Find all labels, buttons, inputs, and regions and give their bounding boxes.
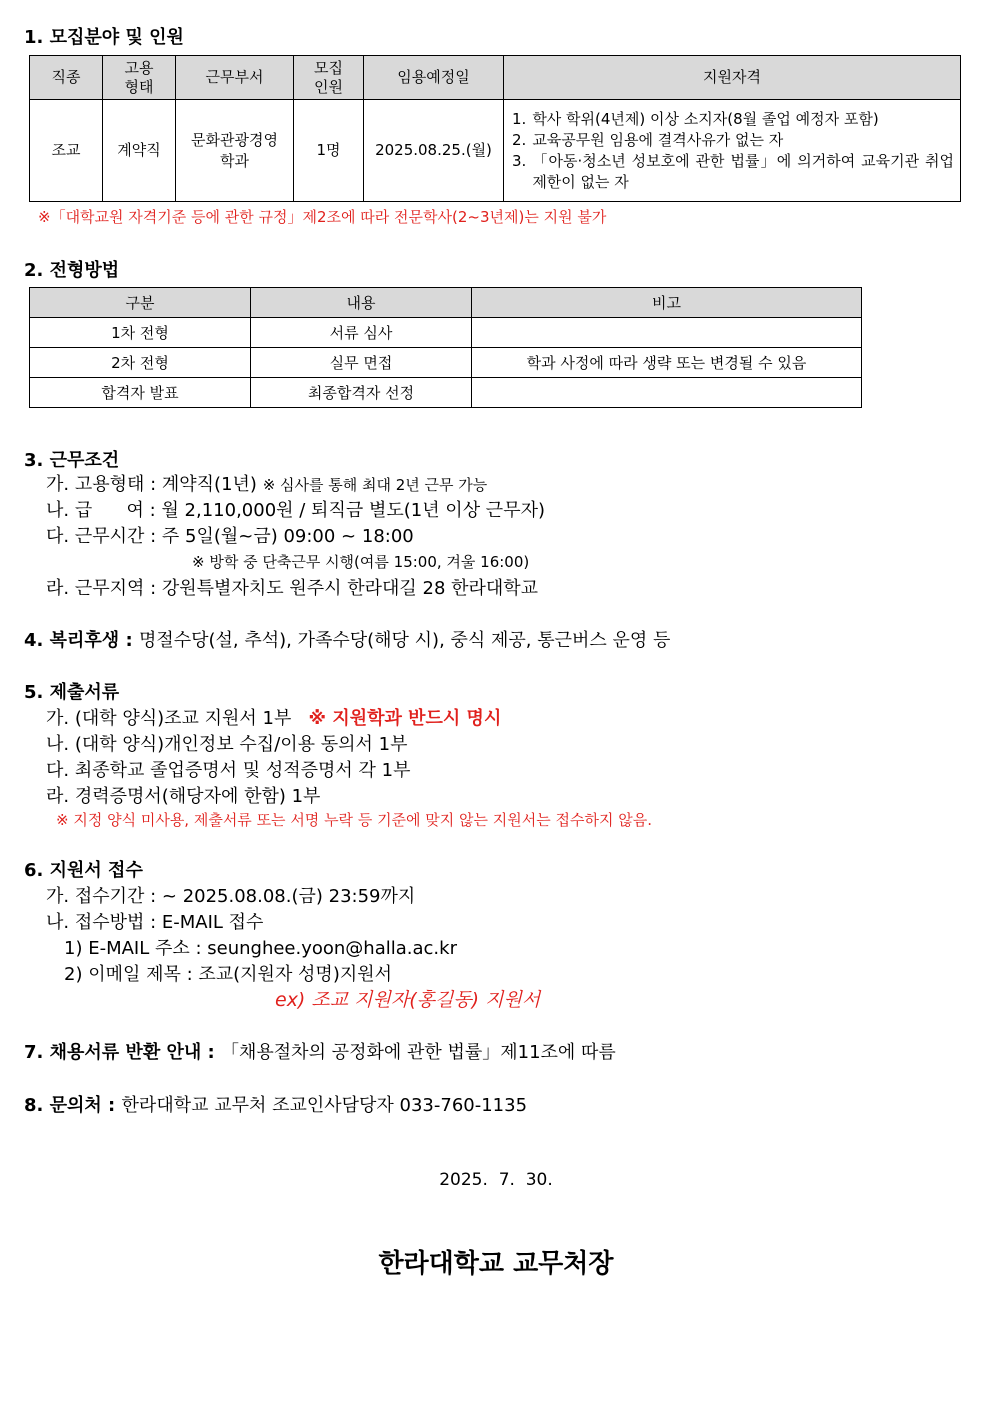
requirement-item: 3. 「아동·청소년 성보호에 관한 법률」에 의거하여 교육기관 취업 제한이 없는 자 [512,151,954,191]
cell-dept: 문화관광경영 학과 [176,100,294,202]
section-7-title: 7. 채용서류 반환 안내 : [24,1042,215,1063]
cell-category: 1차 전형 [30,318,251,348]
work-hours: 다. 근무시간 : 주 5일(월~금) 09:00 ~ 18:00 [46,526,414,547]
section-2-title: 2. 전형방법 [24,260,120,281]
cell-remarks [472,378,862,408]
selection-table-header [30,288,862,318]
recruitment-table [29,55,961,202]
cell-content: 서류 심사 [251,318,472,348]
work-employment-type: 가. 고용형태 : 계약직(1년) ※ 심사를 통해 최대 2년 근무 가능 [46,474,488,495]
section-1-title: 1. 모집분야 및 인원 [24,27,184,48]
cell-employment: 계약직 [103,100,176,202]
requirement-item: 2. 교육공무원 임용에 결격사유가 없는 자 [512,130,784,149]
table-row [30,100,961,202]
work-salary: 나. 급 여 : 월 2,110,000원 / 퇴직금 별도(1년 이상 근무자) [46,500,545,521]
cell-remarks [472,318,862,348]
header-remarks: 비고 [472,288,862,318]
cell-requirements [504,100,961,202]
header-category: 구분 [30,288,251,318]
cell-content: 실무 면접 [251,348,472,378]
work-location: 라. 근무지역 : 강원특별자치도 원주시 한라대길 28 한라대학교 [46,578,539,599]
header-content: 내용 [251,288,472,318]
docs-application-note: ※ 지원학과 반드시 명시 [308,708,502,729]
work-hours-note: ※ 방학 중 단축근무 시행(여름 15:00, 겨울 16:00) [192,553,530,571]
docs-career-certificate: 라. 경력증명서(해당자에 한함) 1부 [46,786,321,807]
docs-note: ※ 지정 양식 미사용, 제출서류 또는 서명 누락 등 기준에 맞지 않는 지원서는 접수하지 않음. [56,811,653,829]
section-6-title: 6. 지원서 접수 [24,860,143,881]
work-employment-note: ※ 심사를 통해 최대 2년 근무 가능 [262,476,488,494]
cell-count: 1명 [294,100,364,202]
table-row [30,348,862,378]
header-requirements: 지원자격 [504,56,961,100]
table-row [30,378,862,408]
cell-date: 2025.08.25.(월) [364,100,504,202]
recruitment-table-header [30,56,961,100]
docs-application-form: 가. (대학 양식)조교 지원서 1부 ※ 지원학과 반드시 명시 [46,708,502,729]
section-4-body: 명절수당(설, 추석), 가족수당(해당 시), 중식 제공, 통근버스 운영 등 [138,630,671,651]
section-8-title: 8. 문의처 : [24,1095,116,1116]
section-7 [24,1038,616,1064]
section-4 [24,626,670,652]
section-4-title: 4. 복리후생 : [24,630,133,651]
header-date: 임용예정일 [364,56,504,100]
apply-method: 나. 접수방법 : E-MAIL 접수 [46,912,264,933]
requirement-item: 1. 학사 학위(4년제) 이상 소지자(8월 졸업 예정자 포함) [512,109,879,128]
document-date: 2025. 7. 30. [439,1170,553,1190]
section-7-body: 「채용절차의 공정화에 관한 법률」제11조에 따름 [221,1042,616,1063]
qualification-note: ※「대학교원 자격기준 등에 관한 규정」제2조에 따라 전문학사(2~3년제)는 지원 불가 [38,208,607,226]
section-5-title: 5. 제출서류 [24,682,120,703]
signature: 한라대학교 교무처장 [378,1249,614,1279]
header-count: 모집 인원 [294,56,364,100]
docs-privacy-consent: 나. (대학 양식)개인정보 수집/이용 동의서 1부 [46,734,408,755]
section-8-body: 한라대학교 교무처 조교인사담당자 033-760-1135 [121,1095,528,1116]
header-dept: 근무부서 [176,56,294,100]
apply-email-example: ex) 조교 지원자(홍길동) 지원서 [275,989,541,1011]
table-row [30,318,862,348]
cell-category: 2차 전형 [30,348,251,378]
docs-transcript: 다. 최종학교 졸업증명서 및 성적증명서 각 1부 [46,760,411,781]
section-3-title: 3. 근무조건 [24,450,120,471]
cell-remarks: 학과 사정에 따라 생략 또는 변경될 수 있음 [472,348,862,378]
apply-email-address: 1) E-MAIL 주소 : seunghee.yoon@halla.ac.kr [64,938,457,959]
apply-email-subject: 2) 이메일 제목 : 조교(지원자 성명)지원서 [64,964,393,985]
header-job: 직종 [30,56,103,100]
cell-content: 최종합격자 선정 [251,378,472,408]
selection-table [29,287,862,408]
cell-job: 조교 [30,100,103,202]
section-8 [24,1091,527,1117]
cell-category: 합격자 발표 [30,378,251,408]
apply-period: 가. 접수기간 : ~ 2025.08.08.(금) 23:59까지 [46,886,416,907]
header-employment: 고용 형태 [103,56,176,100]
